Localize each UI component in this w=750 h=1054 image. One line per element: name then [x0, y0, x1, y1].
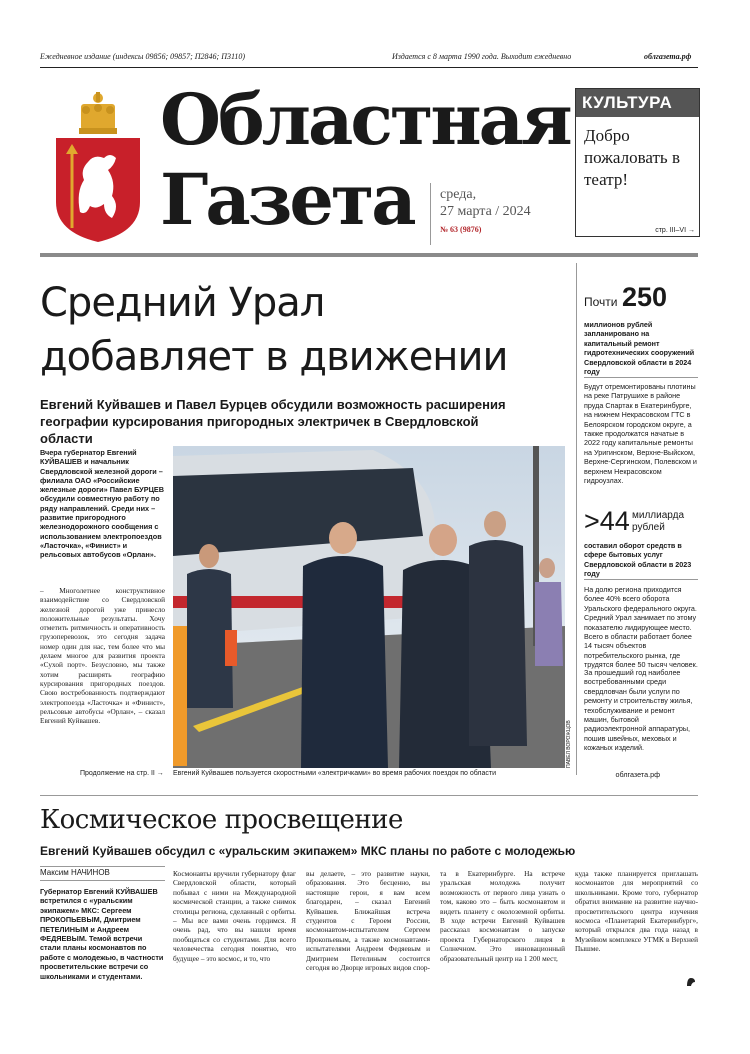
edition-info: Ежедневное издание (индексы 09856; 09857; П2846; П3110)	[40, 52, 246, 61]
sidebar-divider	[576, 263, 577, 775]
stat1-label: миллионов рублей запланировано на капитальный ремонт гидротехнических сооружений Свердловской области в 2024 году	[584, 320, 695, 377]
stat1-prefix: Почти	[584, 295, 618, 309]
issue-number: № 63 (9876)	[440, 225, 482, 234]
headline-line2: добавляет в движении	[40, 334, 508, 380]
second-col2: Космонавты вручили губернатору флаг Свердловской области, который побывал с ними на Международной космической станции, а также снимок столицы региона, сделанный с орбиты. – Мы все вами очень гордимся. Я очень рад, что вы нашли время пообщаться со студентами. Для всего человечества сегодня понятно, что будущее – это космос, и то, что	[173, 869, 296, 963]
culture-promo-box[interactable]	[575, 88, 700, 237]
main-body: – Многолетнее конструктивное взаимодействие со Свердловской железной дорогой уже принесло положительные результаты. Хочу отметить ритмичность и оперативность грузоперевозок, это сегодня задача номер один для нас, тем более что мы делаем многое для развития проекта «Сухой порт». Безусловно, мы также хотим расширять географию курсирования пригородных поездов. Свою востребованность подтверждают электропоезда «Ласточка» и «Финист», рельсовые автобусы «Орлан», – сказал Евгений Куйвашев.	[40, 586, 165, 726]
continued-link[interactable]: Продолжение на стр. II →	[80, 770, 164, 777]
date-weekday: среда,	[440, 187, 477, 202]
stat2-text: На долю региона приходится более 40% всего оборота Уральского федерального округа. Средний Урал занимает по этому показателю лидирующее место. Всего в области работает более 14 тысяч объектов потребительского рынка, где трудятся более 50 тысяч человек.	[584, 585, 698, 670]
main-subhead: Евгений Куйвашев и Павел Бурцев обсудили возможность расширения географии курсирования пригородных электричек в Свердловской области	[40, 397, 506, 446]
stat1-text: Будут отремонтированы плотины на реке Патрушихе в районе пруда Спартак в Екатеринбурге, на нижнем Некрасовском ГТС в Белоярском городском округе, а также продолжатся начатые в 2022 году капитальные ремонты на Уригинском, Верхне-Выйском, Верхне-Сергинском, Полевском и верхнем Некрасовском гидроузлах.	[584, 382, 697, 486]
main-headline	[40, 276, 507, 384]
photo-caption: Евгений Куйвашев пользуется скоростными «электричками» во время рабочих поездок по области	[173, 770, 497, 777]
stat1-headline	[584, 282, 699, 313]
second-story-rule	[40, 795, 698, 796]
stat2-label: составил оборот средств в сфере бытовых услуг Свердловской области в 2023 году	[584, 541, 692, 579]
author-rule-top	[40, 866, 165, 867]
main-lead: Вчера губернатор Евгений КУЙВАШЕВ и начальник Свердловской железной дороги – филиала ОАО «Российские железные дороги» Павел БУРЦЕВ обсудили совместную работу по ряду направлений. Среди них – развитие пригородного железнодорожного сообщения с использованием электропоездов «Ласточка», «Финист» и рельсовых автобусов «Орлан».	[40, 448, 165, 560]
promo-pages-link[interactable]: стр. III–VI →	[655, 227, 695, 234]
end-mark-icon	[686, 972, 696, 982]
promo-text: Добро пожаловать в театр!	[584, 126, 680, 189]
stat2-number: >44	[584, 506, 630, 536]
promo-tag: КУЛЬТУРА	[576, 89, 699, 117]
second-subhead: Евгений Куйвашев обсудил с «уральским экипажем» МКС планы по работе с молодежью	[40, 844, 576, 858]
stat2-rule	[584, 579, 698, 580]
stat2-unit: миллиарда рублей	[632, 510, 685, 533]
second-col3: вы делаете, – это развитие науки, образования. Это бесценно, вы настоящие герои, я вам всем благодарен, – сказал Евгений Куйвашев. Ближайшая встреча студентов с Героем России, космонавтом-испытателем Сергеем Прокопьевым, а также космонавтами-испытателями Андреем Федяевым и Дмитрием Петелиным состоится сегодня во Дворце игровых видов спор-	[306, 869, 430, 973]
photo-credit: ПАВЕЛ ВОРОЖЦОВ	[566, 720, 572, 768]
stat2-text2: За прошедший год наиболее востребованными среди свердловчан были услуги по ремонту и строительству жилья, техобслуживание и ремонт машин, бытовой радиоэлектронной аппаратуры, пошив швейных, меховых и кожаных изделий.	[584, 668, 693, 753]
site-link[interactable]: облгазета.рф	[644, 52, 692, 61]
founded-info: Издается с 8 марта 1990 года. Выходит ежедневно	[392, 52, 572, 61]
headline-line1: Средний Урал	[40, 280, 325, 326]
masthead-bottom-rule	[40, 253, 698, 257]
second-col4: та в Екатеринбурге. На встрече уральская молодежь получит возможность от первого лица узнать о том, каково это – быть космонавтом и видеть планету с околоземной орбиты. В ходе встречи Евгений Куйвашев рассказал космонавтам о запуске проекта Губернаторского лицея в Солнечном. Это инновационный образовательный центр на 1 200 мест,	[440, 869, 565, 963]
stat1-rule	[584, 377, 698, 378]
second-headline: Космическое просвещение	[40, 805, 403, 835]
date-value: 27 марта / 2024	[440, 204, 531, 219]
top-rule	[40, 67, 698, 68]
sidebar-source[interactable]: облгазета.рф	[615, 770, 660, 779]
second-lead: Губернатор Евгений КУЙВАШЕВ встретился с «уральским экипажем» МКС: Сергеем ПРОКОПЬЕВЫМ, Дмитрием ПЕТЕЛИНЫМ и Андреем ФЕДЯЕВЫМ. Темой встречи стали планы космонавтов по работе с молодежью, в частности просветительские встречи со школьниками и студентами.	[40, 887, 164, 981]
masthead-title-line1: Областная	[160, 78, 570, 161]
date-block	[440, 186, 531, 220]
masthead-divider	[430, 183, 431, 245]
stat1-number: 250	[621, 282, 668, 312]
coat-of-arms-logo	[50, 92, 146, 242]
author-name: Максим НАЧИНОВ	[40, 868, 110, 877]
masthead-title-line2: Газета	[160, 158, 414, 241]
main-photo	[173, 446, 565, 768]
author-rule-bottom	[40, 880, 165, 881]
second-col5: куда также планируется приглашать космонавтов для мероприятий со школьниками. Кроме того, губернатор обратил внимание на развитие научно-просветительского центра изучения космоса «Планетарий Екатеринбург», который открылся два года назад в Музейном комплексе УГМК в Верхней Пышме.	[575, 869, 698, 954]
